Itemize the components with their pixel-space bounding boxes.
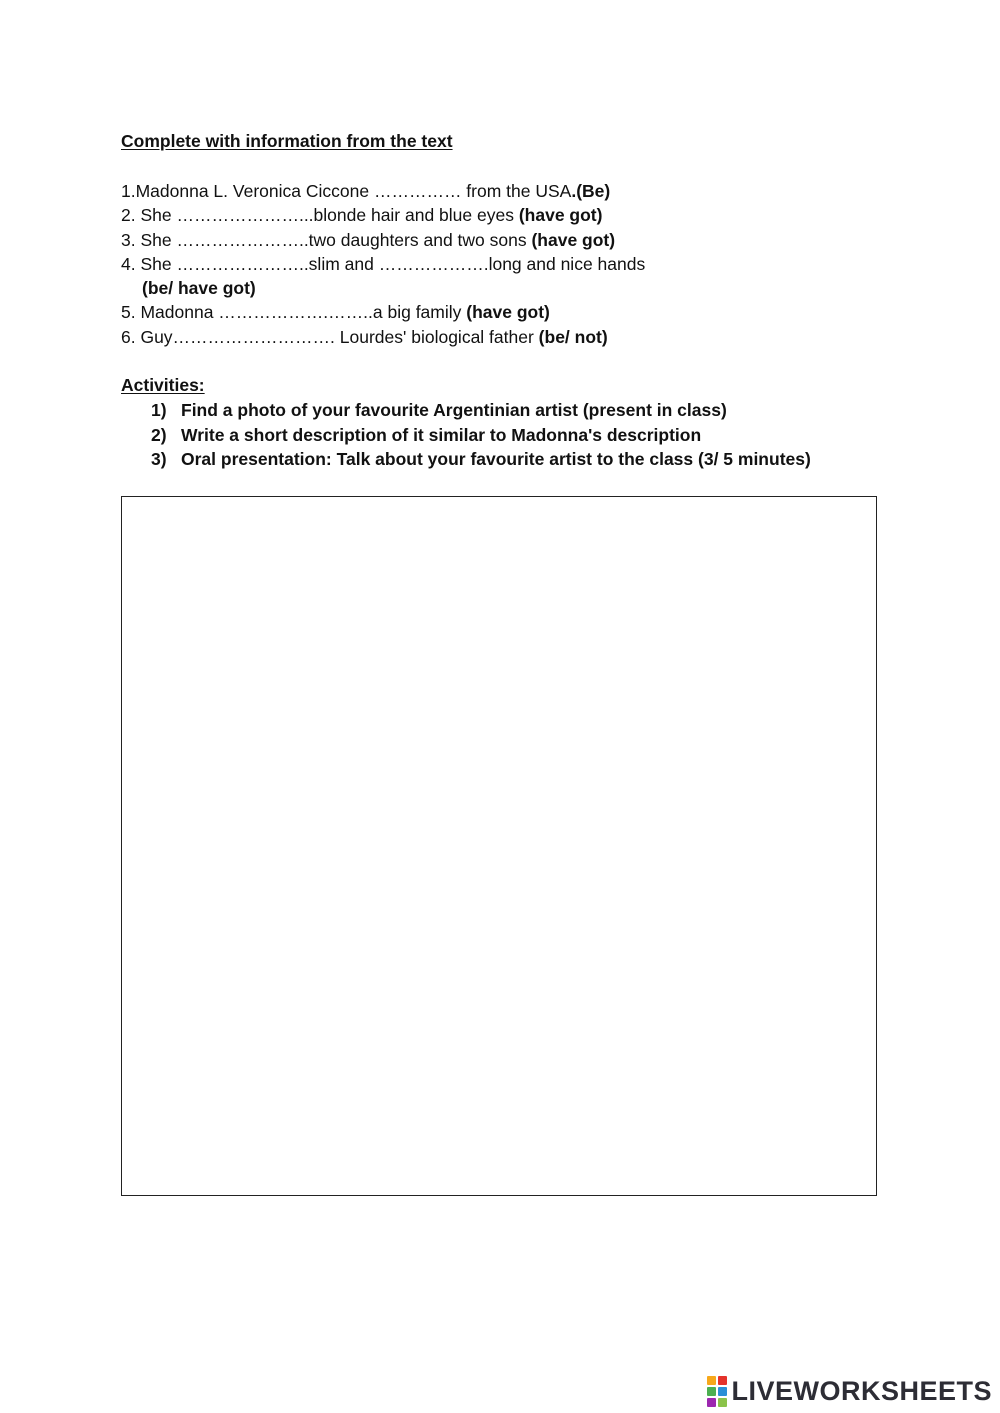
brand-icon [707, 1376, 727, 1407]
exercise-line-5 [121, 302, 550, 322]
brand-block-3 [707, 1387, 716, 1396]
exercise-hint: .(Be) [571, 181, 611, 201]
brand-name: LIVEWORKSHEETS [731, 1375, 992, 1406]
activity-item-1 [151, 400, 727, 420]
activities-title: Activities: [121, 375, 205, 395]
exercise-text: 2. She …………………...blonde hair and blue eyes [121, 205, 519, 225]
exercise-hint: (be/ have got) [142, 278, 256, 298]
exercise-line-4-hint [142, 278, 256, 298]
activity-item-2 [151, 425, 701, 445]
activity-number: 3) [151, 449, 167, 469]
brand-block-4 [718, 1387, 727, 1396]
exercise-hint: (have got) [518, 205, 603, 225]
exercise-text: 3. She …………………..two daughters and two sons [121, 230, 532, 250]
exercise-line-3 [121, 230, 615, 250]
exercise-line-2 [121, 205, 602, 225]
exercise-line-6 [121, 327, 608, 347]
exercise-text: 1.Madonna L. Veronica Ciccone …………… from the USA [121, 181, 572, 201]
exercise-text: 6. Guy………………………. Lourdes' biological father [121, 327, 539, 347]
brand-block-2 [718, 1376, 727, 1385]
answer-box[interactable] [121, 496, 877, 1196]
brand-block-6 [718, 1398, 727, 1407]
activity-text: Write a short description of it similar to Madonna's description [181, 425, 702, 445]
activity-text: Oral presentation: Talk about your favourite artist to the class (3/ 5 minutes) [181, 449, 811, 469]
activity-text: Find a photo of your favourite Argentinian artist (present in class) [181, 400, 727, 420]
exercise-line-1 [121, 181, 610, 201]
activity-number: 1) [151, 400, 167, 420]
exercise-text: 4. She …………………..slim and ……………….long and nice hands [121, 254, 646, 274]
activity-number: 2) [151, 425, 167, 445]
page-title: Complete with information from the text [121, 131, 453, 151]
exercise-text: 5. Madonna ……………….……..a big family [121, 302, 467, 322]
brand-block-5 [707, 1398, 716, 1407]
exercise-hint: (have got) [531, 230, 616, 250]
exercise-hint: (have got) [466, 302, 550, 322]
activity-item-3 [151, 449, 811, 469]
brand-logo [707, 1371, 992, 1411]
brand-block-1 [707, 1376, 716, 1385]
exercise-line-4 [121, 254, 645, 274]
exercise-hint: (be/ not) [538, 327, 608, 347]
